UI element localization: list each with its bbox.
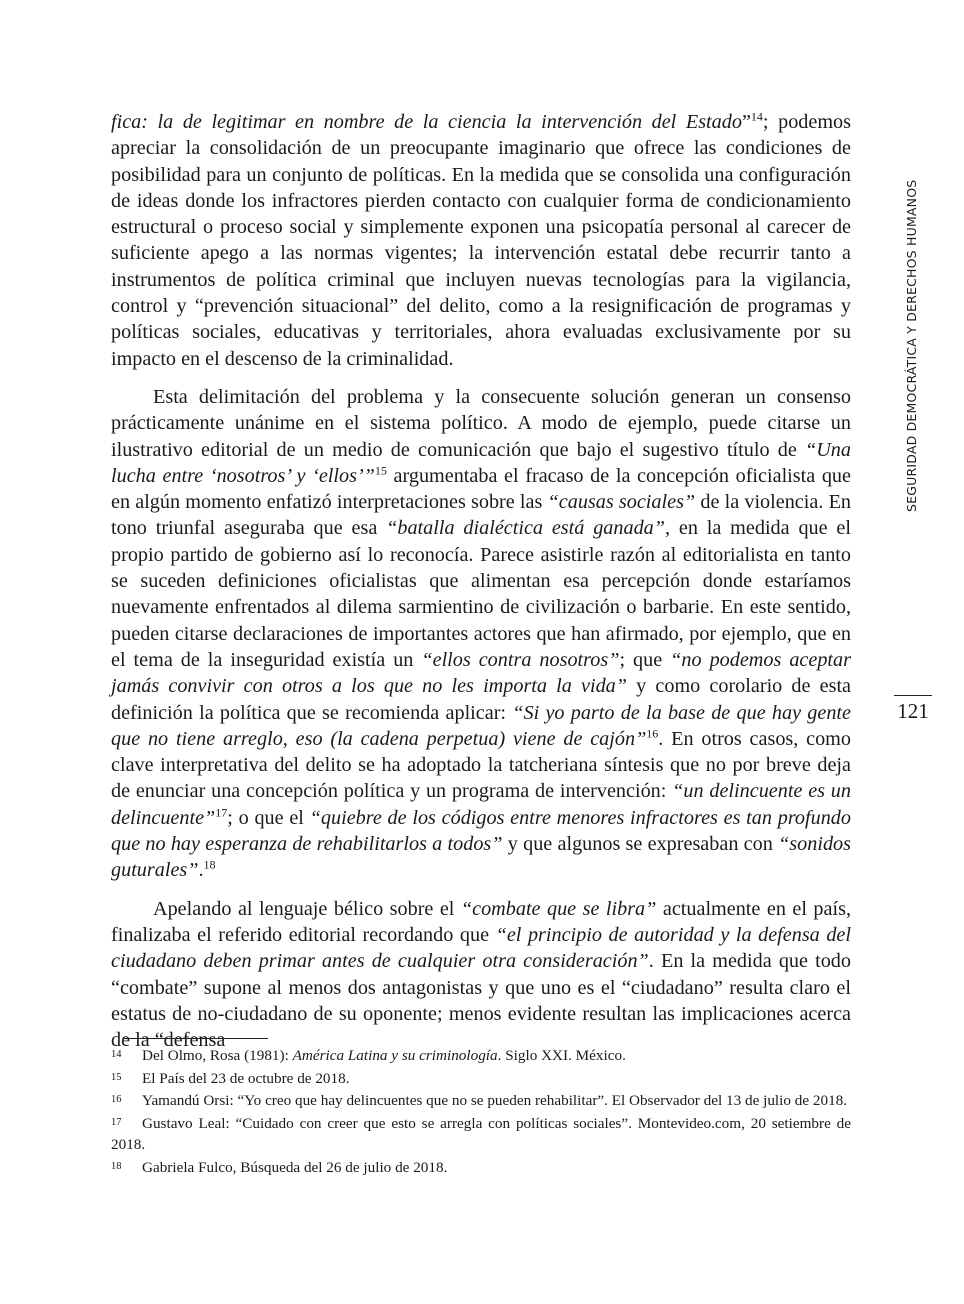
footnote-number: 18 xyxy=(111,1160,122,1172)
running-header-text: SEGURIDAD DEMOCRÁTICA Y DERECHOS HUMANOS xyxy=(904,179,919,512)
italic-quote: “Si yo parto de la base de que hay gente que no tiene arreglo, eso (la cadena perpetua) viene de cajón” xyxy=(111,701,851,750)
paragraph-3: Apelando al lenguaje bélico sobre el “combate que se libra” actualmente en el país, finalizaba el referido editorial recordando que “el principio de autoridad y la defensa del ciudadano deben primar antes de cualquier otra consideración”. En la medida que todo “combate” supone al menos dos antagonistas y que uno es el “ciudadano” resulta claro el estatus de no-ciudadano de su oponente; menos evidente resultan las implicaciones acerca de la “defensa xyxy=(111,897,851,1052)
italic-quote: fica: la de legitimar en nombre de la ciencia la intervención del Estado xyxy=(111,111,742,133)
italic-quote: “no podemos aceptar jamás convivir con otros a los que no les importa la vida” xyxy=(111,648,851,698)
footnote-number: 17 xyxy=(111,1116,122,1128)
book-title: América Latina y su criminología xyxy=(292,1047,498,1064)
footnote-ref-18: 18 xyxy=(203,857,216,872)
footnote-separator xyxy=(124,1038,268,1039)
italic-quote: “batalla dialéctica está ganada” xyxy=(386,517,665,540)
italic-quote: “quiebre de los códigos entre menores infractores es tan profundo que no hay esperanza de rehabilitarlos a todos” xyxy=(111,806,851,856)
page-number-rule xyxy=(894,695,932,696)
page-number: 121 xyxy=(897,699,929,723)
paragraph-2: Esta delimitación del problema y la consecuente solución generan un consenso prácticamente unánime en el sistema político. A modo de ejemplo, puede citarse un ilustrativo editorial de un medio de comunicación que bajo el sugestivo título de “Una lucha entre ‘nosotros’ y ‘ellos’”$^{15}$ argumentaba el fracaso de la concepción oficialista que en algún momento enfatizó interpretaciones sobre las “causas sociales” de la violencia. En tono triunfal aseguraba que esa “batalla dialéctica está ganada”, en la medida que el propio partido de gobierno así lo reconocía. Parece asistirle razón al editorialista en tanto se suceden definiciones oficialistas que alimentan esa percepción donde estaríamos nuevamente enfrentados al dilema sarmientino de civilización o barbarie. En este sentido, pueden citarse declaraciones de importantes actores que han afirmado, por ejemplo, que en el tema de la inseguridad existía un “ellos contra nosotros”; que “no podemos aceptar jamás convivir con otros a los que no les importa la vida” y como corolario de esta definición la política que se recomienda aplicar: “Si yo parto de la base de que hay gente que no tiene arreglo, eso (la cadena perpetua) viene de cajón”$^{16}$. En otros casos, como clave interpretativa del delito se ha adoptado la tatcheriana síntesis que no por breve deja de enunciar una concepción política y un programa de intervención: “un delincuente es un delincuente”$^{17}$; o que el “quiebre de los códigos entre menores infractores es tan profundo que no hay esperanza de rehabilitarlos a todos” y que algunos se expresaban con “sonidos guturales”.$^{18}$ xyxy=(111,385,852,882)
footnote-15: 15 El País del 23 de octubre de 2018. xyxy=(111,1067,851,1090)
footnote-18: 18 Gabriela Fulco, Búsqueda del 26 de julio de 2018. xyxy=(111,1156,851,1179)
italic-quote: “un delincuente es un delincuente” xyxy=(111,780,851,829)
italic-quote: “causas sociales” xyxy=(547,491,696,514)
footnote-ref-17: 17 xyxy=(215,804,228,819)
italic-quote: “el principio de autoridad y la defensa del ciudadano deben primar antes de cualquier otra consideración” xyxy=(111,923,851,973)
footnote-17: 17 Gustavo Leal: “Cuidado con creer que esto se arregla con políticas sociales”. Montevideo.com, 20 setiembre de 2018. xyxy=(111,1112,851,1156)
italic-quote: “combate que se libra” xyxy=(460,897,657,920)
body-text xyxy=(111,109,851,1065)
footnote-ref-16: 16 xyxy=(646,726,659,741)
running-header xyxy=(902,179,924,512)
italic-quote: “Una lucha entre ‘nosotros’ y ‘ellos’” xyxy=(111,438,851,487)
italic-quote: “ellos contra nosotros” xyxy=(421,648,620,671)
footnote-16: 16 Yamandú Orsi: “Yo creo que hay delincuentes que no se pueden rehabilitar”. El Observador del 13 de julio de 2018. xyxy=(111,1089,851,1112)
footnote-number: 16 xyxy=(111,1094,122,1106)
italic-quote: “sonidos guturales” xyxy=(111,833,851,882)
footnotes xyxy=(111,1044,851,1179)
footnote-ref-15: 15 xyxy=(374,463,387,478)
footnote-number: 15 xyxy=(111,1071,122,1083)
paragraph-1: fica: la de legitimar en nombre de la ciencia la intervención del Estado”$^{14}$; podemos apreciar la consolidación de un preocupante imaginario que ofrece las condiciones de posibilidad para un conjunto de políticas. En la medida que se consolida una configuración de ideas donde los infractores pierden contacto con cualquier forma de condicionamiento estructural o proceso social y simplemente exponen una psicopatía personal al carecer de suficiente apego a las normas vigentes; la intervención estatal debe recurrir tanto a instrumentos de política criminal que incluyen nuevas tecnologías para la vigilancia, control y “prevención situacional” del delito, como a la resignificación de programas y políticas sociales, educativas y territoriales, ahora evaluadas exclusivamente por su impacto en el descenso de la criminalidad. xyxy=(111,109,851,370)
footnote-number: 14 xyxy=(111,1049,122,1060)
footnote-14: 14 Del Olmo, Rosa (1981): América Latina y su criminología. Siglo XXI. México. xyxy=(111,1044,851,1067)
footnote-ref-14: 14 xyxy=(750,109,763,124)
